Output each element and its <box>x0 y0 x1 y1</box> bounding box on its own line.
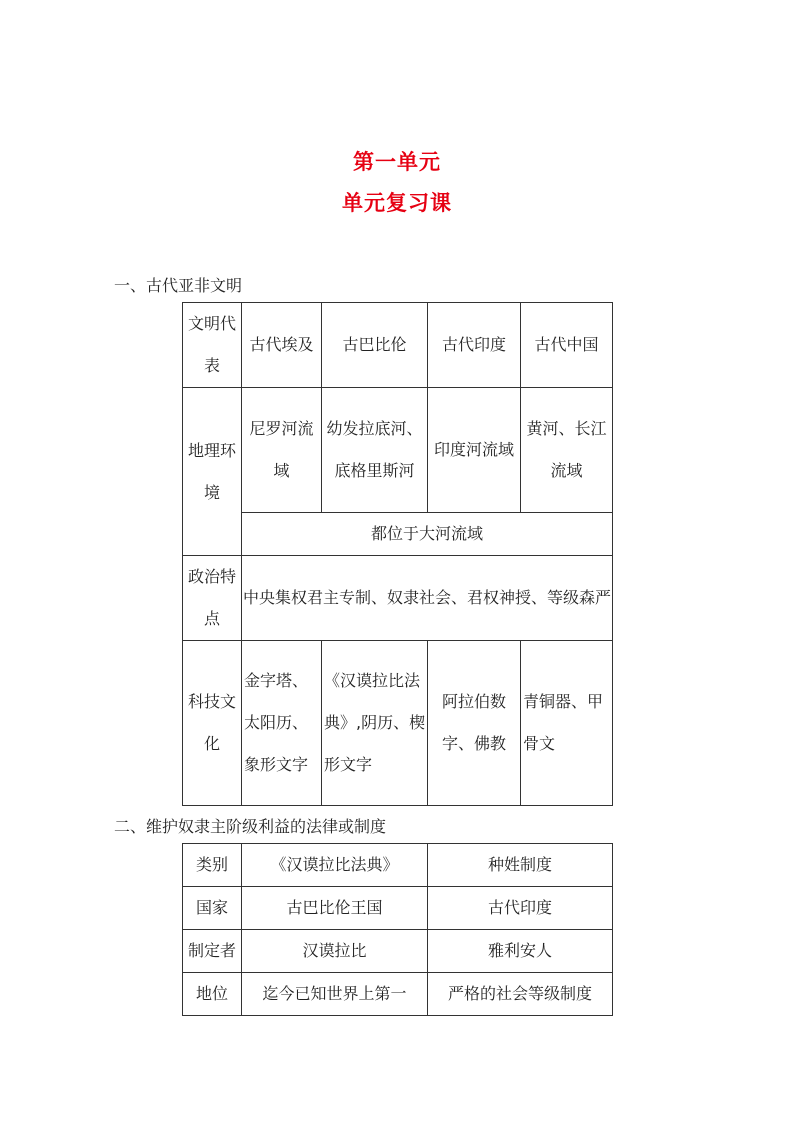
row-label-country: 国家 <box>183 887 242 930</box>
cell-culture-egypt: 金字塔、太阳历、象形文字 <box>242 641 322 806</box>
cell-geo-india: 印度河流域 <box>428 388 521 513</box>
cell-politics: 中央集权君主专制、奴隶社会、君权神授、等级森严 <box>242 556 613 641</box>
row-label-status: 地位 <box>183 973 242 1016</box>
row-label-maker: 制定者 <box>183 930 242 973</box>
table-row <box>183 844 613 887</box>
cell-geo-babylon: 幼发拉底河、底格里斯河 <box>322 388 428 513</box>
header-egypt: 古代埃及 <box>242 303 322 388</box>
header-babylon: 古巴比伦 <box>322 303 428 388</box>
table-row <box>183 388 613 513</box>
row-label-category: 类别 <box>183 844 242 887</box>
cell-status-code: 迄今已知世界上第一 <box>242 973 428 1016</box>
table-row <box>183 887 613 930</box>
cell-maker-caste: 雅利安人 <box>428 930 613 973</box>
row-label-politics: 政治特点 <box>183 556 242 641</box>
section2-heading: 二、维护奴隶主阶级利益的法律或制度 <box>114 817 387 836</box>
cell-culture-china: 青铜器、甲骨文 <box>521 641 613 806</box>
header-china: 古代中国 <box>521 303 613 388</box>
table-row <box>183 556 613 641</box>
header-india: 古代印度 <box>428 303 521 388</box>
row-label-culture: 科技文化 <box>183 641 242 806</box>
cell-geo-common: 都位于大河流域 <box>242 513 613 556</box>
row-label-geography: 地理环境 <box>183 388 242 556</box>
cell-country-caste: 古代印度 <box>428 887 613 930</box>
cell-culture-babylon: 《汉谟拉比法典》,阴历、楔形文字 <box>322 641 428 806</box>
cell-category-code: 《汉谟拉比法典》 <box>242 844 428 887</box>
cell-maker-code: 汉谟拉比 <box>242 930 428 973</box>
cell-country-code: 古巴比伦王国 <box>242 887 428 930</box>
laws-systems-table <box>182 843 613 1016</box>
unit-title: 第一单元 <box>353 150 441 174</box>
table-row <box>183 930 613 973</box>
table-row <box>183 641 613 806</box>
table-row <box>183 513 613 556</box>
ancient-civilizations-table <box>182 302 613 806</box>
cell-category-caste: 种姓制度 <box>428 844 613 887</box>
cell-status-caste: 严格的社会等级制度 <box>428 973 613 1016</box>
cell-geo-egypt: 尼罗河流域 <box>242 388 322 513</box>
row-label-civilization: 文明代表 <box>183 303 242 388</box>
cell-geo-china: 黄河、长江流域 <box>521 388 613 513</box>
section1-heading: 一、古代亚非文明 <box>114 276 243 295</box>
cell-culture-india: 阿拉伯数字、佛教 <box>428 641 521 806</box>
lesson-title: 单元复习课 <box>342 191 452 215</box>
table-row <box>183 303 613 388</box>
table-row <box>183 973 613 1016</box>
